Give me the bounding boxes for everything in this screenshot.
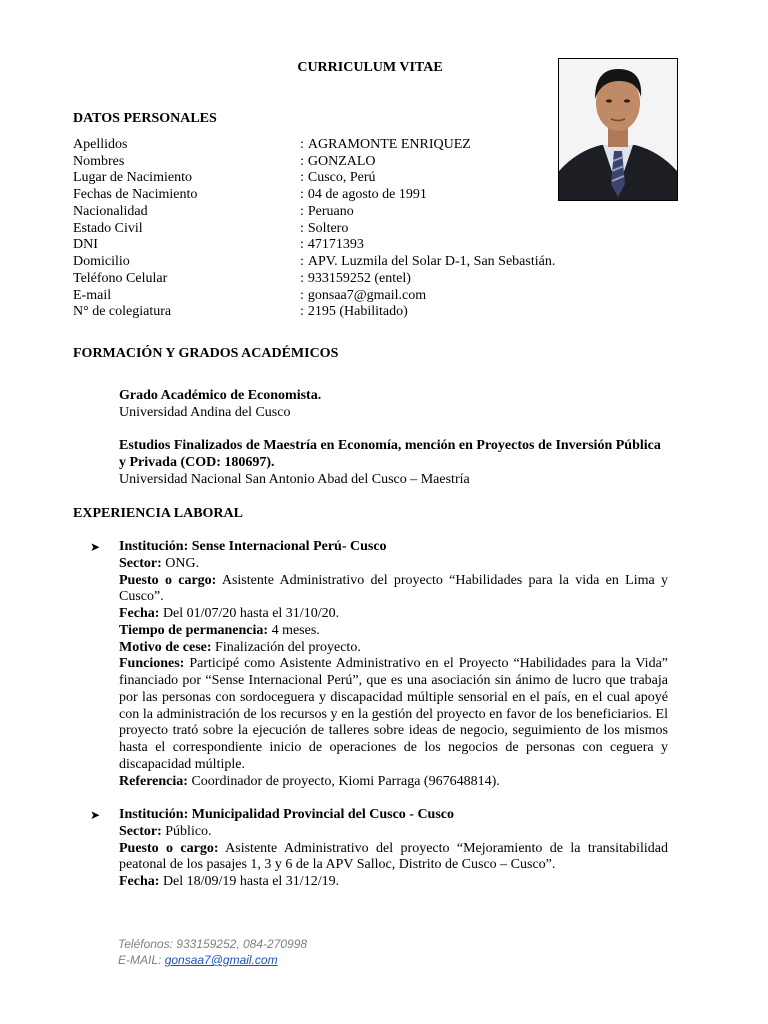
document-title: CURRICULUM VITAE	[297, 60, 443, 75]
field-value: : Cusco, Perú	[300, 170, 376, 185]
field-value: : Soltero	[300, 221, 349, 236]
personal-row	[73, 270, 673, 287]
job-sector: Sector: Público.	[119, 823, 212, 839]
job-date: Fecha: Del 18/09/19 hasta el 31/12/19.	[119, 874, 340, 889]
personal-row	[73, 287, 673, 304]
personal-row	[73, 169, 673, 186]
job-institution: Institución: Sense Internacional Perú- Cusco	[119, 539, 387, 554]
experience-heading: EXPERIENCIA LABORAL	[73, 506, 243, 521]
field-value: : 2195 (Habilitado)	[300, 304, 408, 319]
personal-data-heading: DATOS PERSONALES	[73, 111, 217, 126]
job-reference: Referencia: Coordinador de proyecto, Kiomi Parraga (967648814).	[119, 773, 500, 789]
field-label: Nombres	[73, 154, 125, 169]
field-label: Teléfono Celular	[73, 271, 168, 286]
field-value: : GONZALO	[300, 154, 376, 169]
job-entry	[119, 539, 668, 790]
personal-row	[73, 136, 673, 153]
footer-phones: Teléfonos: 933159252, 084-270998	[118, 937, 308, 951]
education-item	[119, 387, 669, 421]
field-value: : 933159252 (entel)	[300, 271, 411, 286]
institution-name: Universidad Andina del Cusco	[119, 405, 291, 420]
footer	[118, 936, 307, 968]
job-sector: Sector: ONG.	[119, 555, 200, 571]
field-value: : Peruano	[300, 204, 354, 219]
personal-row	[73, 203, 673, 220]
job-position: Puesto o cargo: Asistente Administrativo del proyecto “Mejoramiento de la transitabilidad peatonal de los pasajes 1, 3 y 6 de la APV Salloc, Distrito de Cusco – Cusco”.	[119, 840, 668, 873]
degree-title: Grado Académico de Economista.	[119, 388, 322, 403]
personal-row	[73, 220, 673, 237]
field-label: Nacionalidad	[73, 204, 148, 219]
degree-title: Estudios Finalizados de Maestría en Economía, mención en Proyectos de Inversión Pública y Privada (COD: 180697).	[119, 438, 661, 470]
job-functions: Funciones: Participé como Asistente Administrativo en el Proyecto “Habilidades para la Vida” financiado por “Sense Internacional Perú”, que es una asociación sin ánimo de lucro que trabaja por las personas con sordoceguera y discapacidad múltiple sensorial en el país, en el cual apoyé con la administración de los recursos y en la gestión del proyecto en favor de los beneficiarios. El proyecto trató sobre la ejecución de talleres sobre ideas de negocio, seguimiento de los mismos hasta el correspondiente inicio de operaciones de los negocios de personas con ceguera y discapacidad múltiple.	[119, 656, 669, 772]
field-value: : 47171393	[300, 237, 364, 252]
field-value: : gonsaa7@gmail.com	[300, 288, 427, 303]
education-heading: FORMACIÓN Y GRADOS ACADÉMICOS	[73, 346, 339, 361]
personal-row	[73, 153, 673, 170]
email-link[interactable]: gonsaa7@gmail.com	[164, 953, 278, 967]
education-item	[119, 437, 669, 488]
job-reason: Motivo de cese: Finalización del proyecto.	[119, 639, 361, 655]
field-label: DNI	[73, 237, 98, 252]
job-tenure: Tiempo de permanencia: 4 meses.	[119, 622, 320, 638]
footer-email-line: E-MAIL: gonsaa7@gmail.com	[118, 953, 278, 967]
field-label: Lugar de Nacimiento	[73, 170, 192, 185]
institution-name: Universidad Nacional San Antonio Abad del Cusco – Maestría	[119, 472, 470, 487]
arrow-bullet-icon: ➤	[90, 808, 101, 822]
personal-row	[73, 236, 673, 253]
personal-row	[73, 303, 673, 320]
field-value: : AGRAMONTE ENRIQUEZ	[300, 137, 471, 152]
personal-row	[73, 186, 673, 203]
field-value: : 04 de agosto de 1991	[300, 187, 427, 202]
job-entry	[119, 807, 668, 891]
field-label: E-mail	[73, 288, 112, 303]
field-value: : APV. Luzmila del Solar D-1, San Sebastián.	[300, 254, 556, 269]
personal-row	[73, 253, 673, 270]
job-position: Puesto o cargo: Asistente Administrativo del proyecto “Habilidades para la vida en Lima y Cusco”.	[119, 572, 668, 605]
job-date: Fecha: Del 01/07/20 hasta el 31/10/20.	[119, 606, 340, 621]
field-label: N° de colegiatura	[73, 304, 172, 319]
field-label: Domicilio	[73, 254, 130, 269]
field-label: Fechas de Nacimiento	[73, 187, 198, 202]
arrow-bullet-icon: ➤	[90, 540, 101, 554]
field-label: Apellidos	[73, 137, 128, 152]
field-label: Estado Civil	[73, 221, 143, 236]
job-institution: Institución: Municipalidad Provincial del Cusco - Cusco	[119, 807, 455, 822]
